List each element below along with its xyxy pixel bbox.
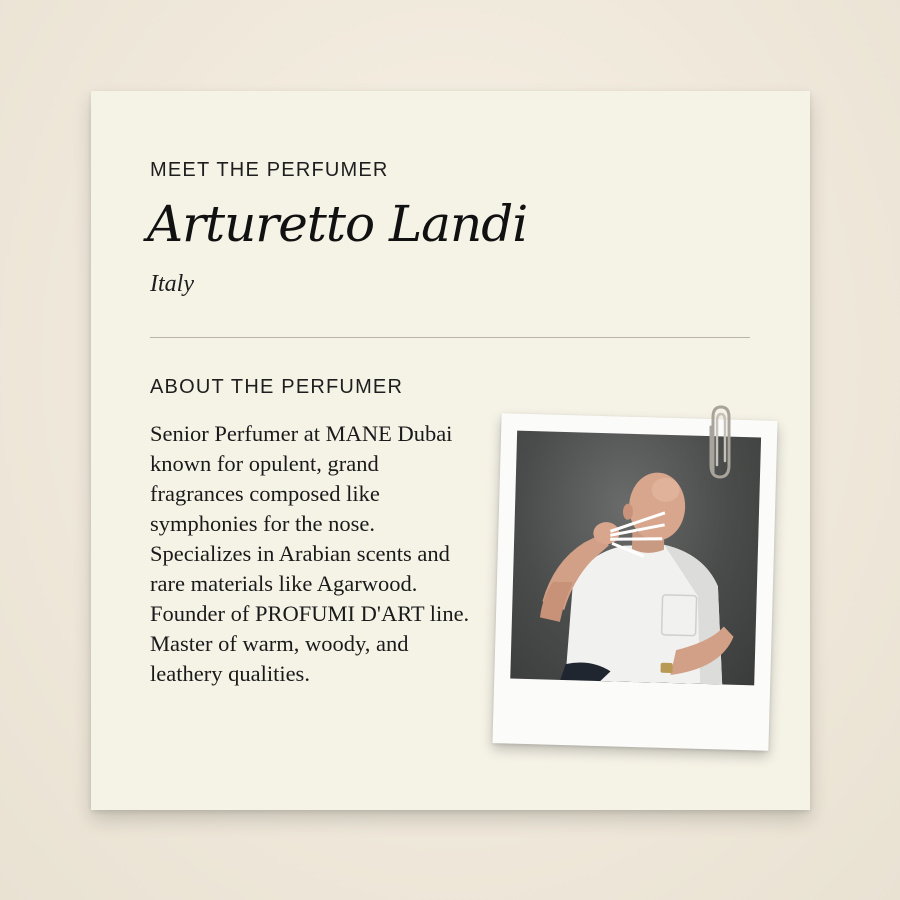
perfumer-name: Arturetto Landi [147,195,528,253]
bio-line: Master of warm, woody, and [150,631,409,656]
bio-line: known for opulent, grand [150,451,379,476]
bio-line: Founder of PROFUMI D'ART line. [150,601,470,626]
bio-line: rare materials like Agarwood. [150,571,418,596]
bio-line: Senior Perfumer at MANE Dubai [150,421,453,446]
bio-line: leathery qualities. [150,661,310,686]
bio-text [150,419,490,689]
bio-line: fragrances composed like [150,481,380,506]
meet-eyebrow: MEET THE PERFUMER [150,159,389,181]
divider [150,337,750,338]
bio-line: Specializes in Arabian scents and [150,541,450,566]
about-heading: ABOUT THE PERFUMER [150,376,404,398]
perfumer-country: Italy [150,271,194,297]
paperclip-icon [703,403,737,485]
bio-line: symphonies for the nose. [150,511,375,536]
perfumer-card [91,91,810,810]
